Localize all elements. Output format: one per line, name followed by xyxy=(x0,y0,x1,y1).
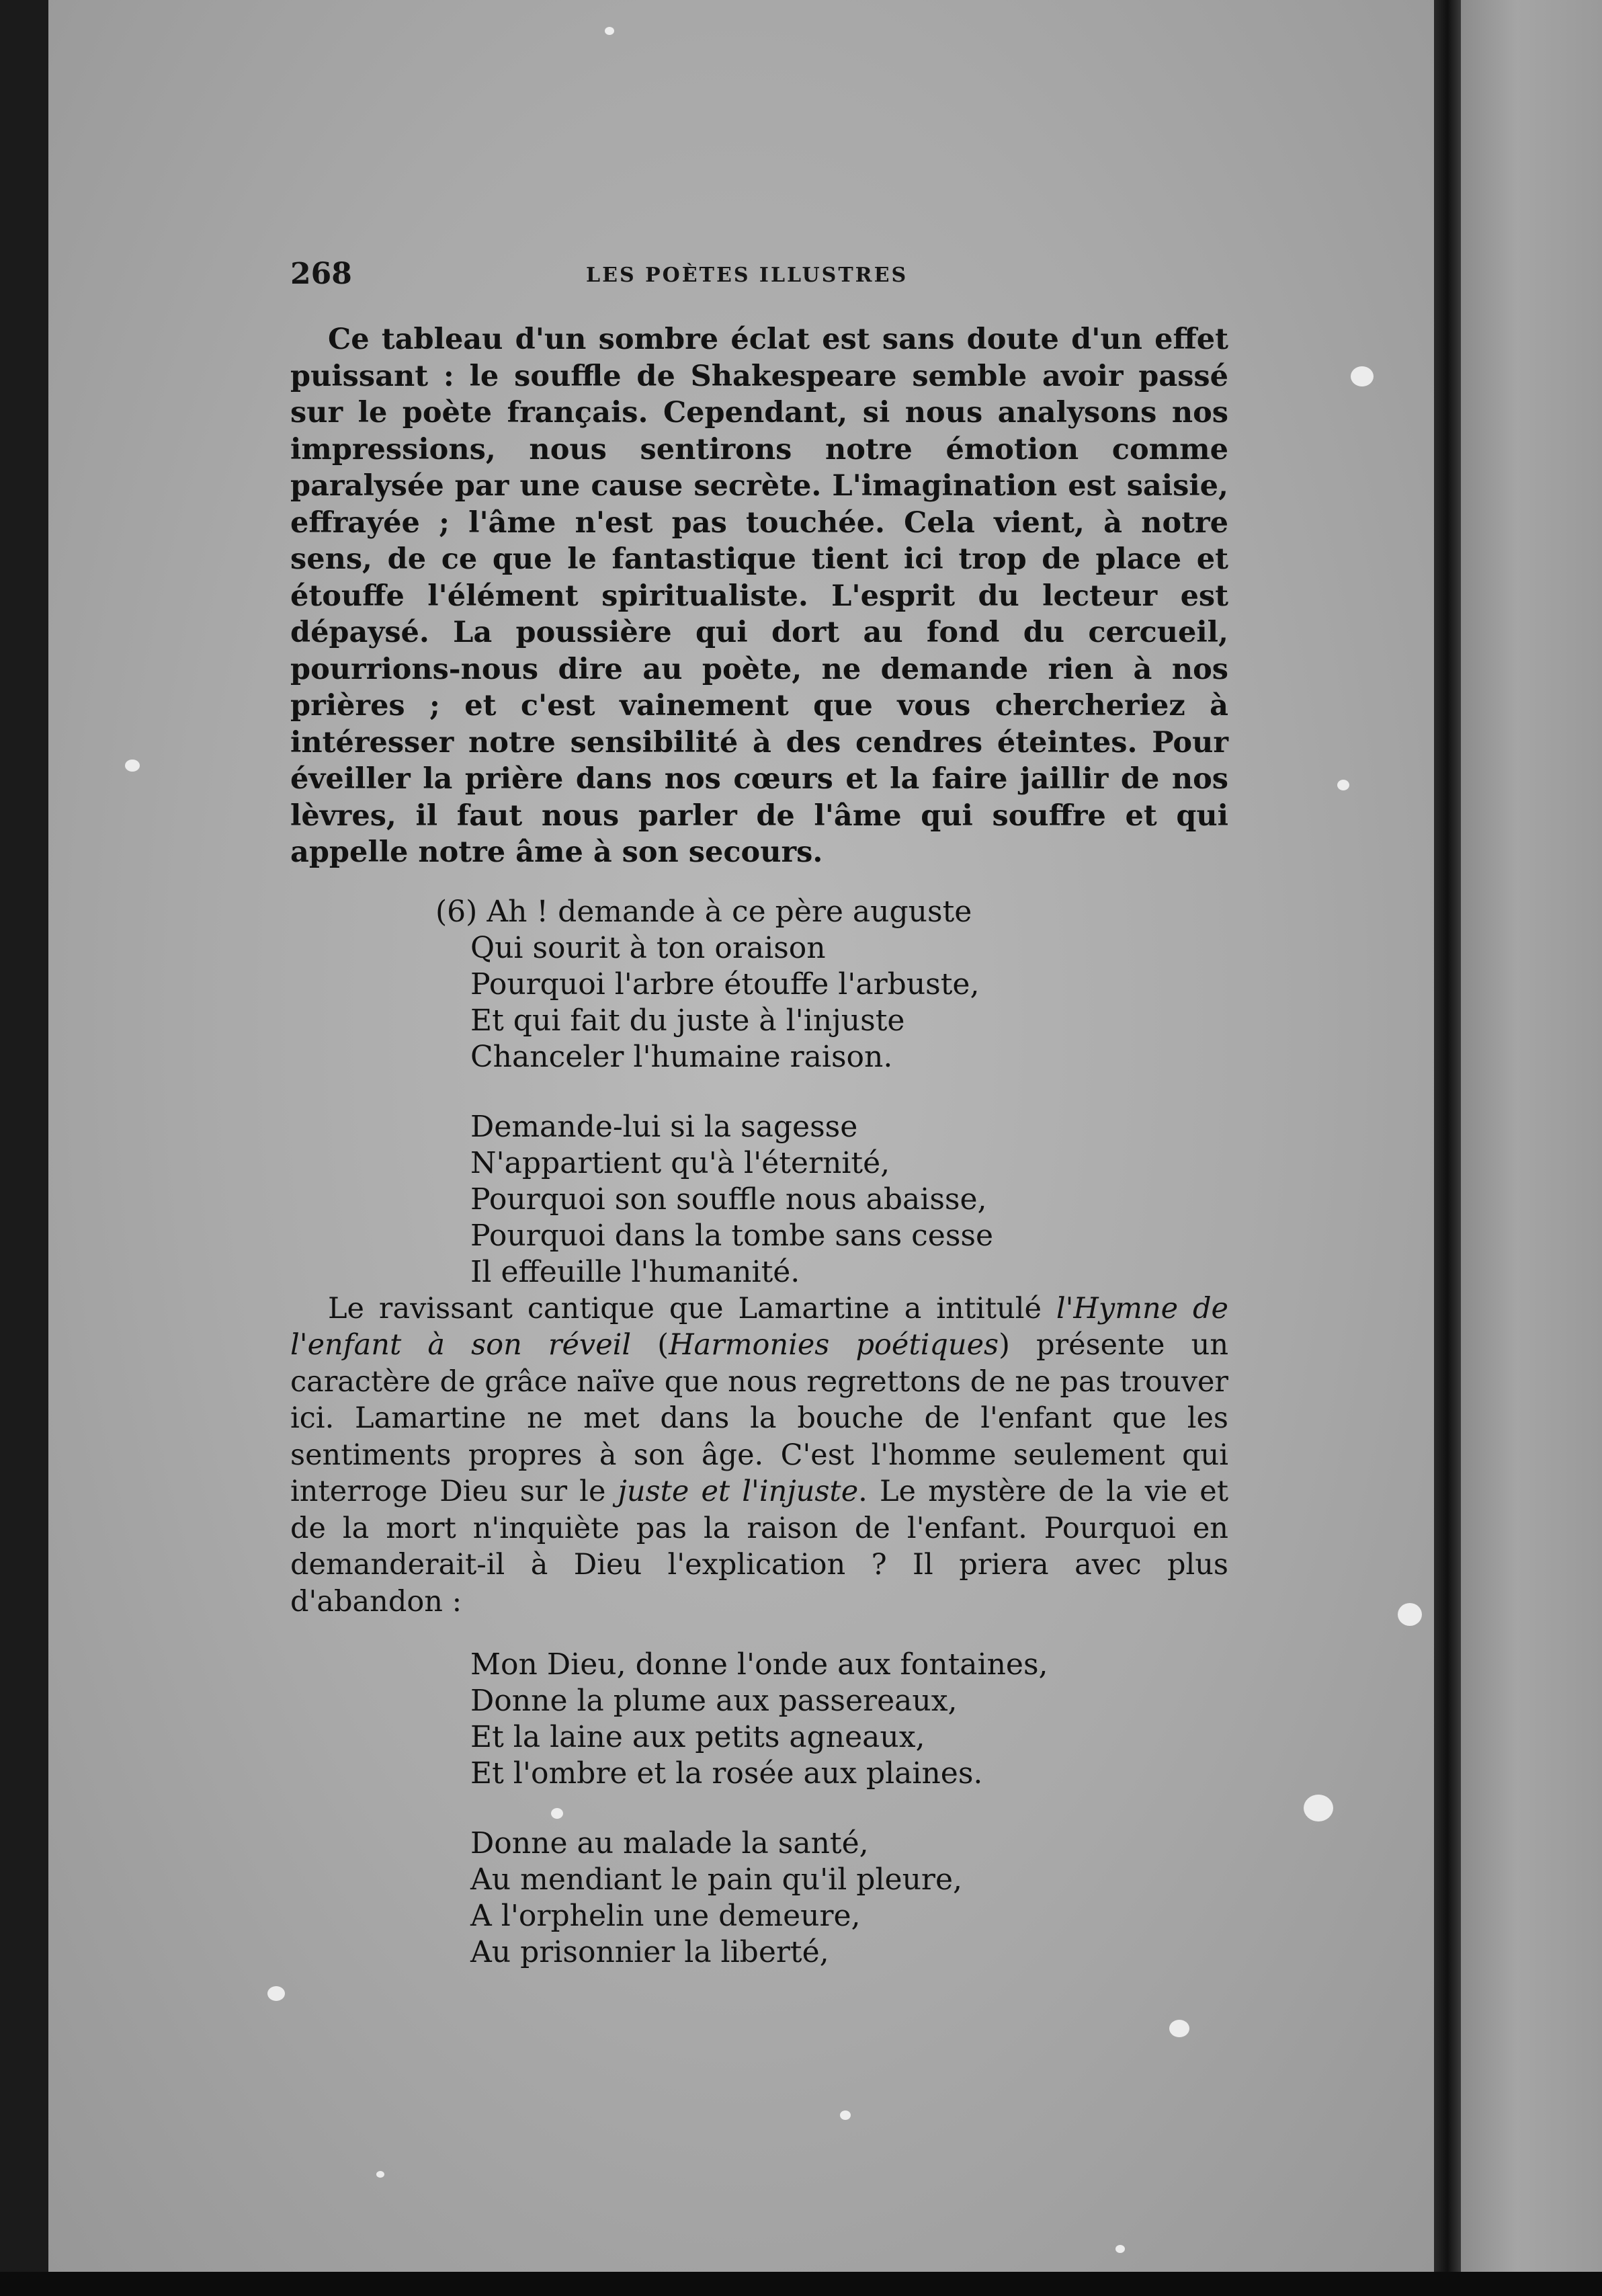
stanza-4-line-1: Donne au malade la santé, xyxy=(470,1826,869,1860)
stanza-3 xyxy=(470,1647,1228,1792)
stanza-2-line-3: Pourquoi son souffle nous abaisse, xyxy=(470,1182,987,1217)
stanza-4-line-3: A l'orphelin une demeure, xyxy=(470,1899,861,1933)
stanza-1 xyxy=(435,894,1228,1075)
stanza-4-line-4: Au prisonnier la liberté, xyxy=(470,1935,829,1969)
stanza-4-line-2: Au mendiant le pain qu'il pleure, xyxy=(470,1862,962,1897)
stanza-3-line-3: Et la laine aux petits agneaux, xyxy=(470,1720,925,1754)
stanza-4 xyxy=(470,1826,1228,1971)
running-title: LES POÈTES ILLUSTRES xyxy=(586,263,909,287)
stanza-2-line-2: N'appartient qu'à l'éternité, xyxy=(470,1145,890,1180)
stanza-1-line-1: (6) Ah ! demande à ce père auguste xyxy=(435,894,972,929)
facing-page-edge xyxy=(1461,0,1602,2272)
stanza-3-line-2: Donne la plume aux passereaux, xyxy=(470,1684,958,1718)
stanza-1-line-2: Qui sourit à ton oraison xyxy=(470,930,826,965)
stanza-3-line-4: Et l'ombre et la rosée aux plaines. xyxy=(470,1756,983,1791)
stanza-2-line-5: Il effeuille l'humanité. xyxy=(470,1254,800,1289)
hymn-title: l'Hymne de l'enfant à son réveil xyxy=(290,1291,1229,1362)
stanza-2 xyxy=(470,1109,1228,1290)
paragraph-1: Ce tableau d'un sombre éclat est sans doute d'un effet puissant : le souffle de Shakespeare semble avoir passé sur le poète français. Cependant, si nous analysons nos impressions, nous sentirons notre émotion comme paralysée par une cause secrète. L'imagination est saisie, effrayée ; l'âme n'est pas touchée. Cela vient, à notre sens, de ce que le fantastique tient ici trop de place et étouffe l'élément spiritualiste. L'esprit du lecteur est dépaysé. La poussière qui dort au fond du cercueil, pourrions-nous dire au poète, ne demande rien à nos prières ; et c'est vainement que vous chercheriez à intéresser notre sensibilité à des cendres éteintes. Pour éveiller la prière dans nos cœurs et la faire jaillir de nos lèvres, il faut nous parler de l'âme qui souffre et qui appelle notre âme à son secours. xyxy=(290,323,1228,869)
page-header xyxy=(290,257,1228,297)
page-body xyxy=(290,321,1228,1971)
source-title: Harmonies poétiques xyxy=(669,1328,999,1362)
scan-bottom-border xyxy=(0,2272,1602,2296)
paragraph-2: Le ravissant cantique que Lamartine a intitulé l'Hymne de l'enfant à son réveil (Harmonies poétiques) présente un caractère de grâce naïve que nous regrettons de ne pas trouver ici. Lamartine ne met dans la bouche de l'enfant que les sentiments propres à son âge. C'est l'homme seulement qui interroge Dieu sur le juste et l'injuste. Le mystère de la vie et de la mort n'inquiète pas la raison de l'enfant. Pourquoi en demanderait-il à Dieu l'explication ? Il priera avec plus d'abandon : xyxy=(290,1291,1229,1618)
stanza-3-line-1: Mon Dieu, donne l'onde aux fontaines, xyxy=(470,1647,1048,1682)
stanza-1-line-3: Pourquoi l'arbre étouffe l'arbuste, xyxy=(470,967,980,1001)
stanza-1-line-5: Chanceler l'humaine raison. xyxy=(470,1039,893,1074)
stanza-1-line-4: Et qui fait du juste à l'injuste xyxy=(470,1003,905,1038)
note-number: (6) xyxy=(435,894,478,929)
book-gutter xyxy=(1434,0,1461,2272)
stanza-2-line-1: Demande-lui si la sagesse xyxy=(470,1109,858,1144)
stanza-2-line-4: Pourquoi dans la tombe sans cesse xyxy=(470,1218,994,1253)
quoted-phrase: juste et l'injuste xyxy=(618,1475,859,1508)
scan-left-border xyxy=(0,0,48,2296)
page-number: 268 xyxy=(290,257,352,291)
